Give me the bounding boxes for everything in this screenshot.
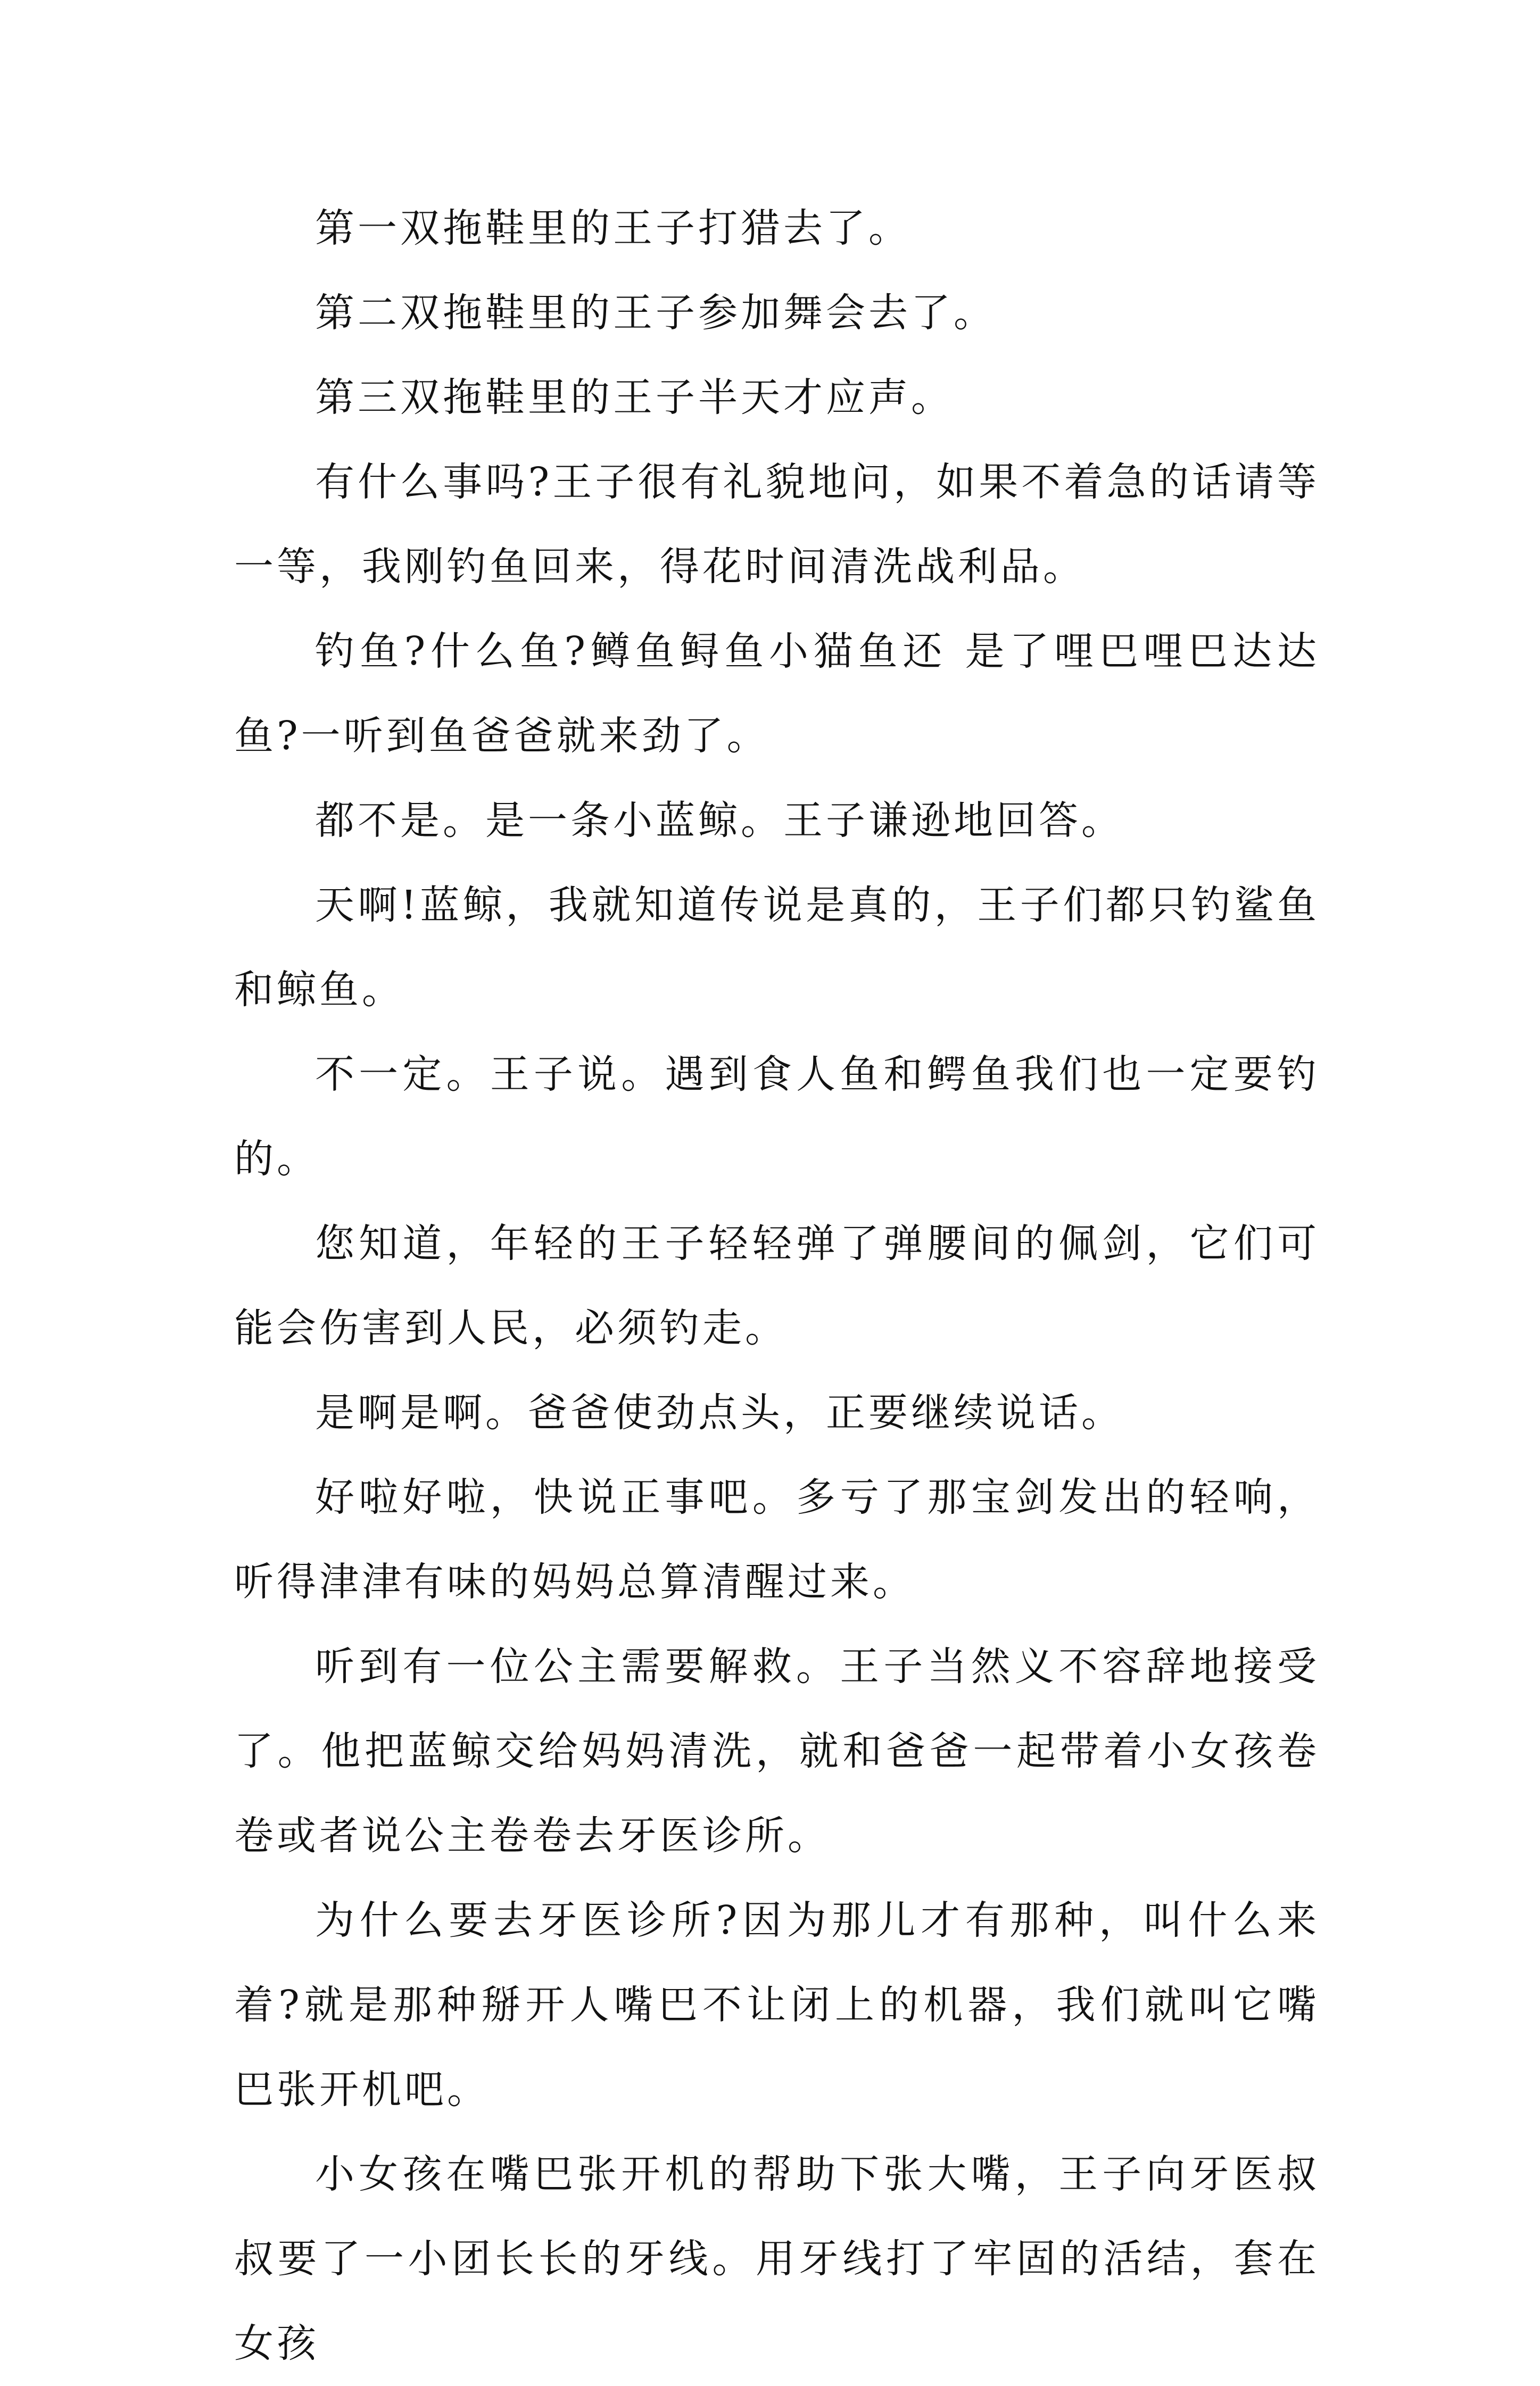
paragraph: 第一双拖鞋里的王子打猎去了。 [315, 205, 911, 251]
paragraph: 不一定。王子说。遇到食人鱼和鳄鱼我们也一定要钓的。 [234, 1051, 1320, 1182]
paragraph: 天啊!蓝鲸，我就知道传说是真的，王子们都只钓鲨鱼和鲸鱼。 [234, 882, 1320, 1013]
paragraph: 您知道，年轻的王子轻轻弹了弹腰间的佩剑，它们可能会伤害到人民，必须钓走。 [234, 1221, 1320, 1351]
paragraph: 第二双拖鞋里的王子参加舞会去了。 [315, 290, 996, 336]
story-text [234, 186, 1320, 2386]
paragraph: 好啦好啦，快说正事吧。多亏了那宝剑发出的轻响，听得津津有味的妈妈总算清醒过来。 [234, 1474, 1320, 1605]
paragraph: 听到有一位公主需要解救。王子当然义不容辞地接受了。他把蓝鲸交给妈妈清洗，就和爸爸一起带着小女孩卷卷或者说公主卷卷去牙医诊所。 [234, 1644, 1320, 1859]
paragraph: 是啊是啊。爸爸使劲点头，正要继续说话。 [315, 1390, 1124, 1436]
paragraph: 钓鱼?什么鱼?鳟鱼鲟鱼小猫鱼还 是了哩巴哩巴达达鱼?一听到鱼爸爸就来劲了。 [234, 628, 1320, 759]
paragraph: 为什么要去牙医诊所?因为那儿才有那种，叫什么来着?就是那种掰开人嘴巴不让闭上的机器，我们就叫它嘴巴张开机吧。 [234, 1898, 1320, 2112]
paragraph: 小女孩在嘴巴张开机的帮助下张大嘴，王子向牙医叔叔要了一小团长长的牙线。用牙线打了牢固的活结，套在女孩 [234, 2151, 1320, 2366]
paragraph: 第三双拖鞋里的王子半天才应声。 [315, 375, 954, 420]
paragraph: 有什么事吗?王子很有礼貌地问，如果不着急的话请等一等，我刚钓鱼回来，得花时间清洗战利品。 [234, 459, 1320, 590]
paragraph: 都不是。是一条小蓝鲸。王子谦逊地回答。 [315, 798, 1124, 843]
